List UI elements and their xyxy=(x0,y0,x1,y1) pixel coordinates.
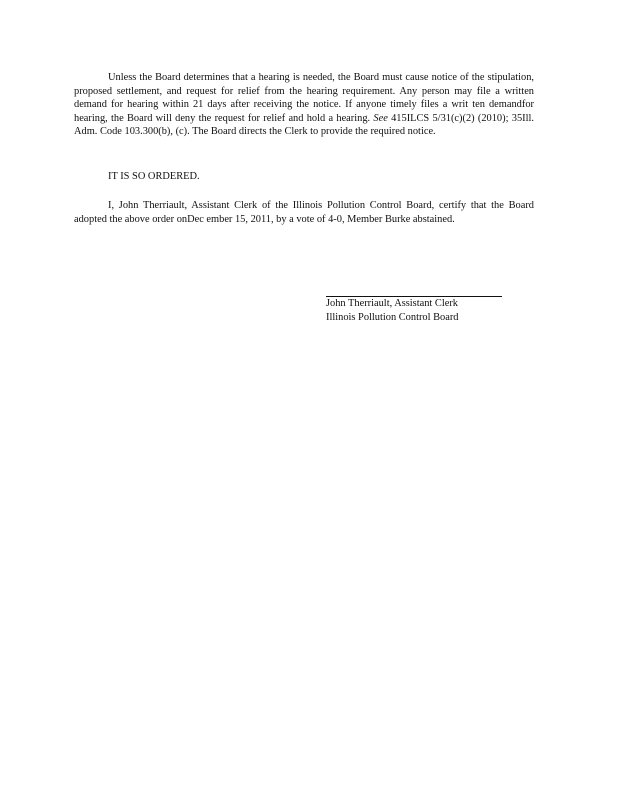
hearing-notice-paragraph xyxy=(74,71,534,139)
signature-block xyxy=(326,296,506,324)
hearing-notice-text xyxy=(74,71,534,139)
so-ordered-text: IT IS SO ORDERED. xyxy=(108,171,200,182)
certification-paragraph xyxy=(74,199,534,226)
hearing-notice-lead: Unless the Board determines that a hearing is needed, the Board must cause notice of the stipulation, proposed settlement, and request for relief from the hearing requirement. Any person may file a written demand for hearing within 21 days after receiving the notice. If anyone timely files a writ ten demandfor hearing, the Board will deny the request for relief and hold a hearing. xyxy=(74,72,534,124)
citation-text: 415ILCS 5/31(c)(2) (2010); 35Ill. Adm. Code 103.300(b), (c). The Board directs the Clerk to provide the required notice. xyxy=(74,112,534,138)
signatory-name: John Therriault, Assistant Clerk xyxy=(326,298,458,309)
see-signal: See xyxy=(373,112,388,124)
so-ordered-paragraph xyxy=(74,170,534,184)
signatory-organization: Illinois Pollution Control Board xyxy=(326,311,459,323)
certification-text: I, John Therriault, Assistant Clerk of the Illinois Pollution Control Board, certify that the Board adopted the above order onDec ember 15, 2011, by a vote of 4-0, Member Burke abstained. xyxy=(74,200,534,225)
